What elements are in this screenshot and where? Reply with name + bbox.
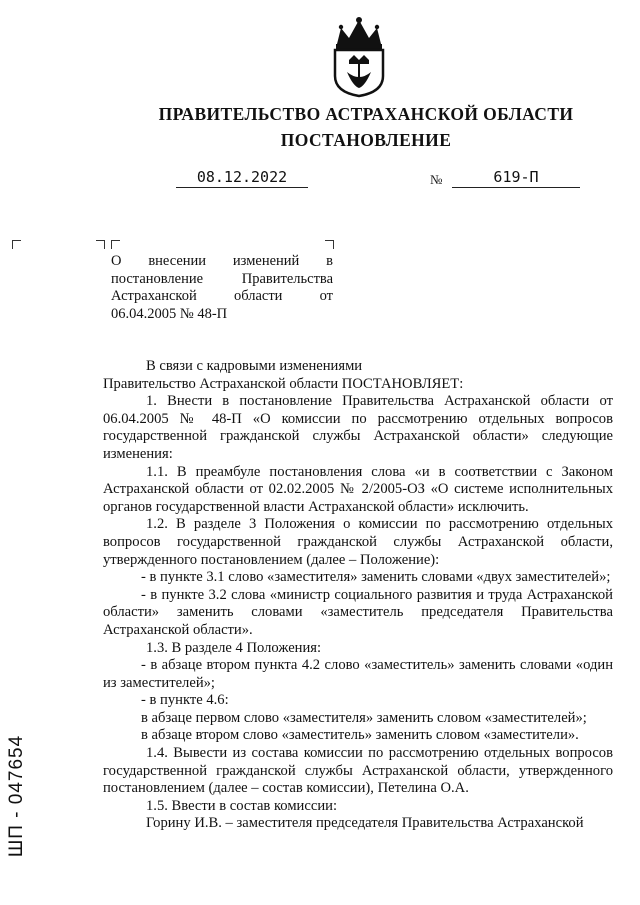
body-paragraph: - в пункте 4.6: [141, 692, 229, 709]
body-paragraph: - в абзаце втором пункта 4.2 слово «заместитель» заменить словами «один из заместителей»; [103, 657, 613, 691]
document-date: 08.12.2022 [176, 168, 308, 188]
document-number: 619-П [452, 168, 580, 188]
body-paragraph: 1.3. В разделе 4 Положения: [146, 639, 322, 656]
body-paragraph: - в пункте 3.2 слова «министр социального развития и труда Астраханской области» заменить словами «заместитель председателя Правительства Астраханской области». [103, 586, 613, 638]
body-paragraph: - в пункте 3.1 слово «заместителя» заменить словами «двух заместителей»; [141, 569, 611, 586]
document-subject: О внесении изменений в постановление Правительства Астраханской области от 06.04.2005 № 48-П [111, 253, 333, 322]
margin-corner-mark [12, 240, 21, 249]
body-paragraph: В связи с кадровыми изменениями [146, 358, 363, 374]
body-paragraph: Горину И.В. – заместителя председателя Правительства Астраханской [146, 815, 584, 832]
organization-title: ПРАВИТЕЛЬСТВО АСТРАХАНСКОЙ ОБЛАСТИ [158, 104, 574, 124]
subject-corner-mark [96, 240, 105, 249]
body-paragraph: 1.4. Вывести из состава комиссии по рассмотрению отдельных вопросов государственной гражданской службы Астраханской области, утвержденного постановлением (далее – состав комиссии), Петелина О.А. [103, 745, 613, 797]
serial-stamp-text: ШП - 047654 [6, 734, 27, 858]
body-paragraph: 1.5. Ввести в состав комиссии: [146, 797, 338, 814]
document-body [103, 358, 613, 833]
body-paragraph: Правительство Астраханской области ПОСТАНОВЛЯЕТ: [103, 375, 464, 392]
body-paragraph: 1.1. В преамбуле постановления слова «и в соответствии с Законом Астраханской области от 02.02.2005 № 2/2005-ОЗ «О системе исполнительных органов государственной власти Астраханской области» исключить. [103, 463, 613, 515]
document-type: ПОСТАНОВЛЕНИЕ [280, 130, 452, 150]
body-paragraph: 1. Внести в постановление Правительства Астраханской области от 06.04.2005 № 48-П «О комиссии по рассмотрению отдельных вопросов государственной гражданской службы Астраханской области» следующие изменения: [103, 393, 613, 462]
subject-corner-mark [111, 240, 120, 249]
body-paragraph: 1.2. В разделе 3 Положения о комиссии по рассмотрению отдельных вопросов государственной гражданской службы Астраханской области, утвержденного постановлением (далее – Положение): [103, 516, 613, 568]
coat-of-arms-icon [327, 14, 391, 98]
body-paragraph: в абзаце первом слово «заместителя» заменить словом «заместителей»; [141, 709, 587, 726]
subject-corner-mark [325, 240, 334, 249]
number-sign: № [430, 172, 443, 187]
body-paragraph: в абзаце втором слово «заместитель» заменить словом «заместители». [141, 727, 579, 744]
serial-stamp [4, 720, 30, 872]
